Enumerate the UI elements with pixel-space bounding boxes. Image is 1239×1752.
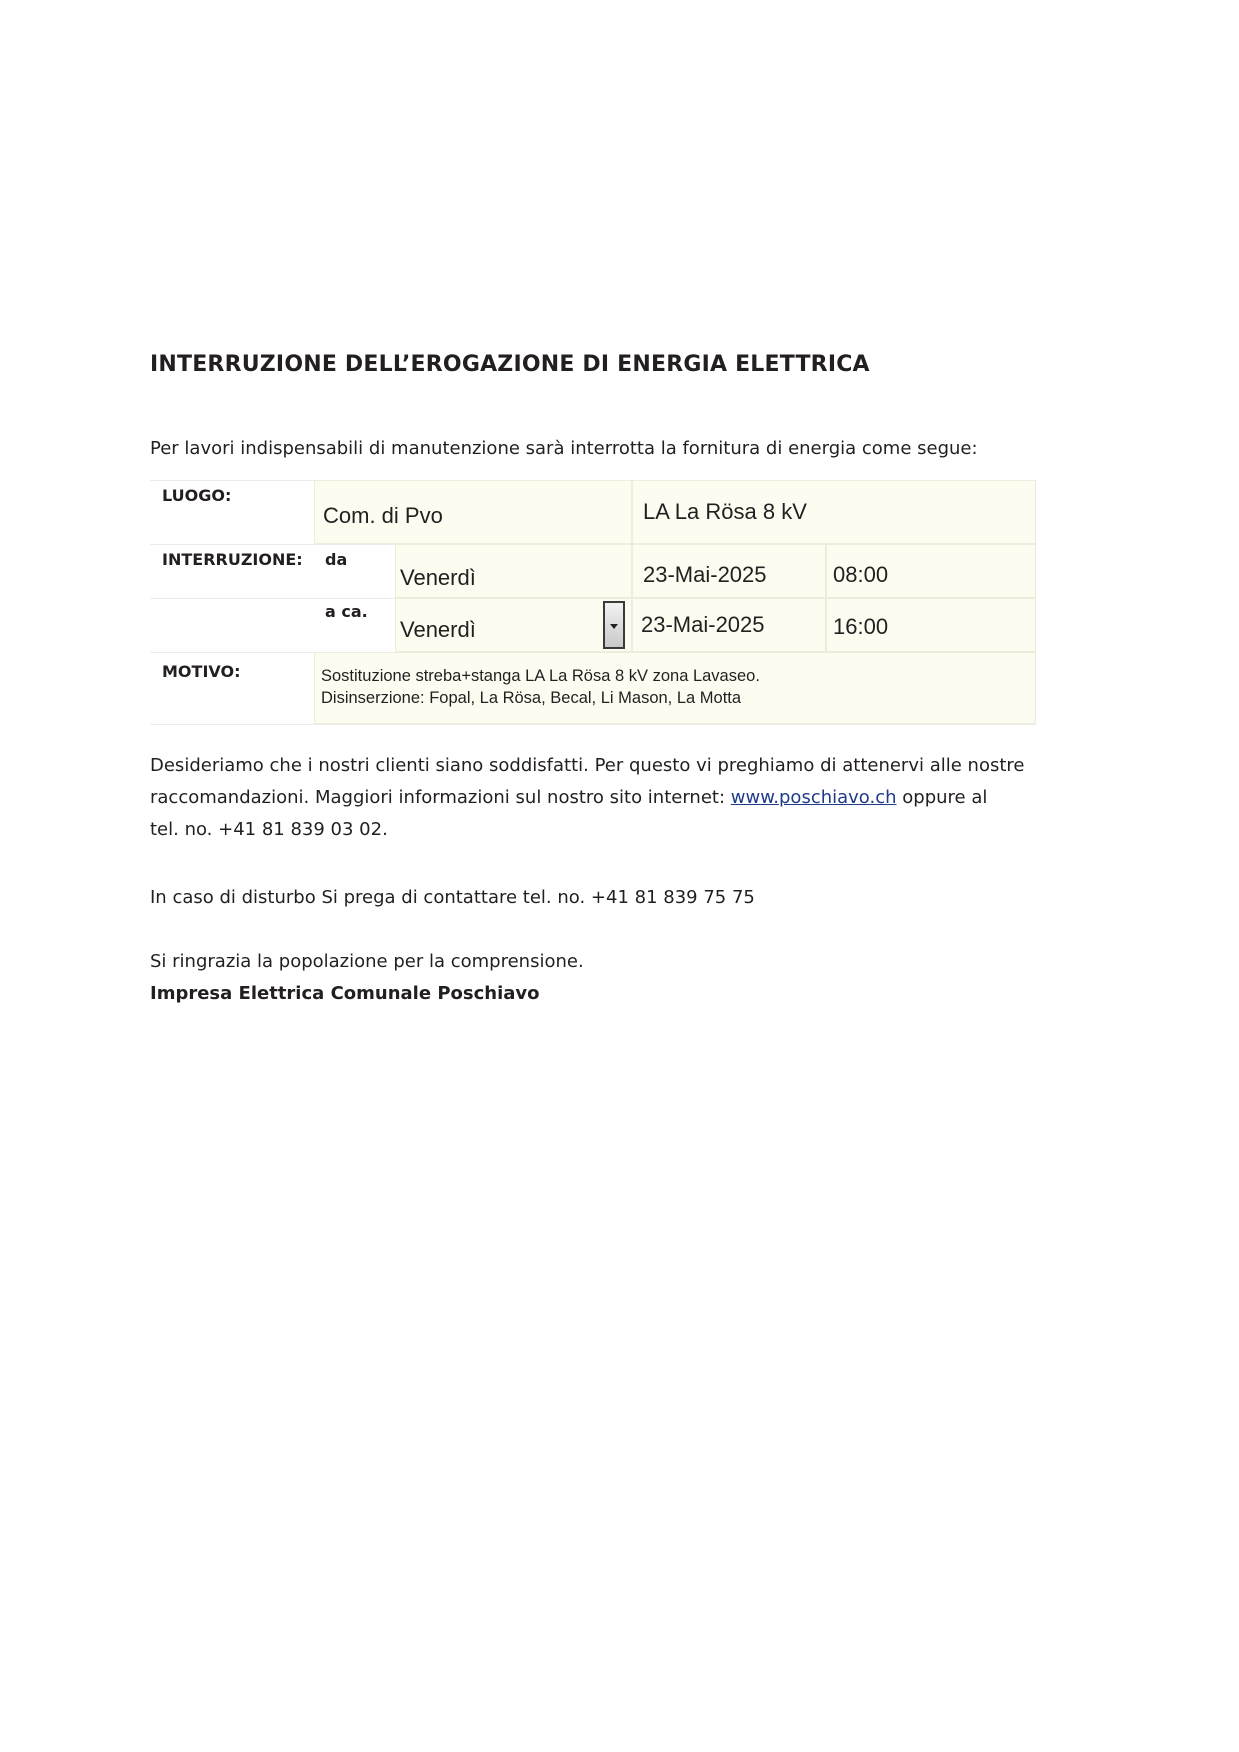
motivo-line-1: Sostituzione streba+stanga LA La Rösa 8 kV zona Lavaseo. [321,667,760,685]
luogo-label: LUOGO: [162,486,232,505]
from-date-cell [632,544,826,598]
from-time-value: 08:00 [833,562,889,587]
to-day-cell [395,598,632,652]
luogo-linea-cell [632,480,1036,544]
motivo-line-2: Disinserzione: Fopal, La Rösa, Becal, Li Mason, La Motta [321,689,742,707]
signature: Impresa Elettrica Comunale Poschiavo [150,983,540,1004]
intro-text: Per lavori indispensabili di manutenzione sarà interrotta la fornitura di energia come segue: [150,438,978,459]
table-row-divider [150,724,1036,725]
luogo-comune-cell [314,480,632,544]
luogo-linea-value: LA La Rösa 8 kV [643,499,807,524]
to-date-cell [632,598,826,652]
paragraph-line-1: Desideriamo che i nostri clienti siano soddisfatti. Per questo vi preghiamo di attenervi alle nostre [150,755,1025,776]
paragraph-satisfaction [150,750,1024,846]
to-day-value: Venerdì [400,617,476,642]
date-dropdown-button[interactable] [603,601,625,649]
motivo-label: MOTIVO: [162,662,241,681]
paragraph-thanks: Si ringrazia la popolazione per la comprensione. [150,951,584,972]
from-time-cell [826,544,1036,598]
notice-table [150,480,1036,725]
from-day-value: Venerdì [400,565,476,590]
from-date-value: 23-Mai-2025 [643,562,767,587]
paragraph-disturbance: In caso di disturbo Si prega di contattare tel. no. +41 81 839 75 75 [150,887,755,908]
interruzione-da-label: da [325,550,348,569]
website-link[interactable]: www.poschiavo.ch [730,787,897,808]
notice-title: INTERRUZIONE DELL’EROGAZIONE DI ENERGIA ELETTRICA [150,352,870,377]
to-time-cell [826,598,1036,652]
paragraph-line-3: tel. no. +41 81 839 03 02. [150,819,388,840]
motivo-cell [314,652,1036,724]
to-time-value: 16:00 [833,614,889,639]
chevron-down-icon [610,624,618,629]
paragraph-line-2 [150,782,1024,814]
interruzione-aca-label: a ca. [325,602,368,621]
interruzione-label: INTERRUZIONE: [162,550,303,569]
luogo-comune-value: Com. di Pvo [323,503,443,528]
paragraph-line-2-end: oppure al [896,787,988,808]
to-date-value: 23-Mai-2025 [641,612,765,637]
from-day-cell [395,544,632,598]
paragraph-line-2-text: raccomandazioni. Maggiori informazioni sul nostro sito internet: [150,787,731,808]
